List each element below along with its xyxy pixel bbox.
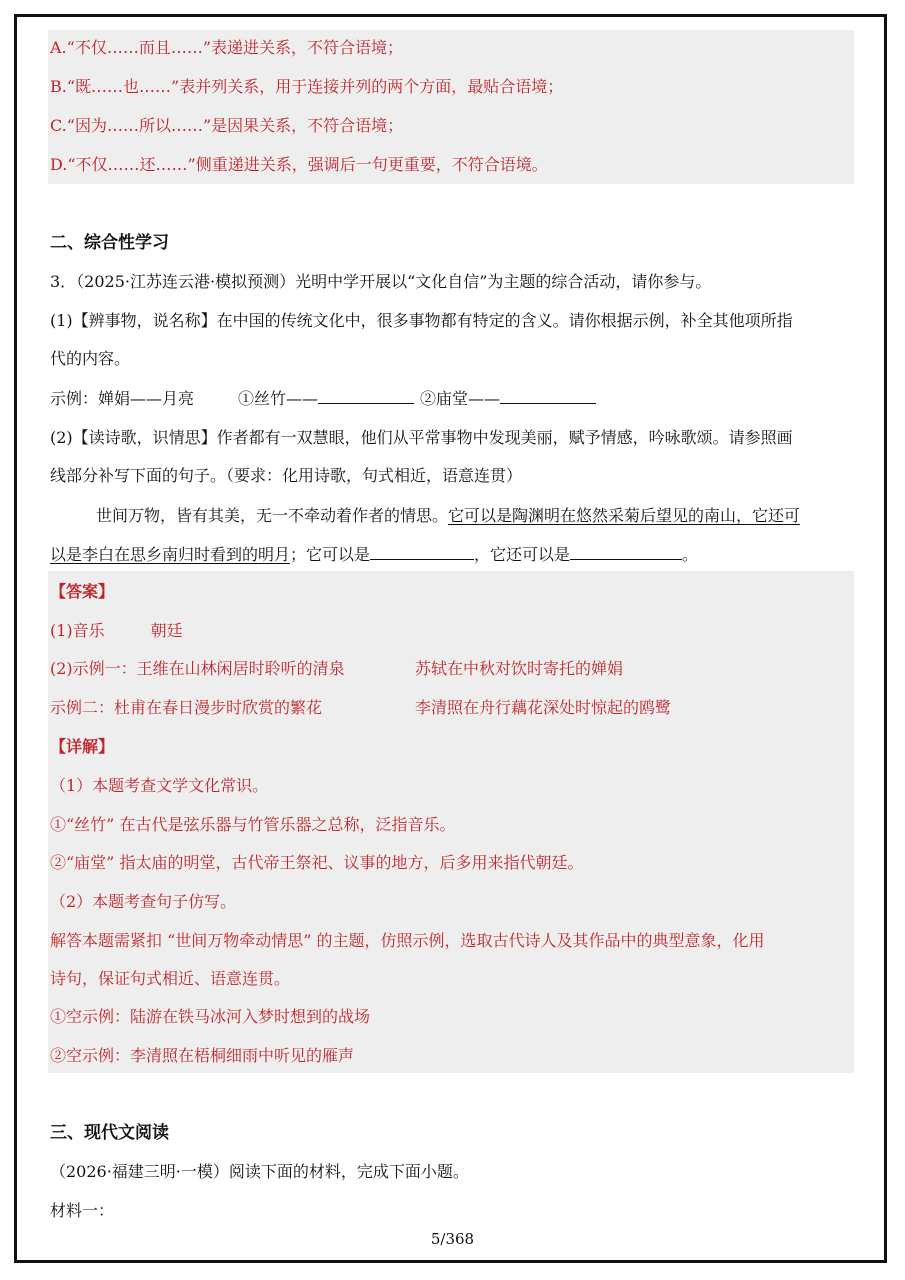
item-1-label: ①丝竹—— (238, 389, 319, 408)
passage-line-2 (50, 543, 698, 566)
explain-line-2: ①“丝竹” 在古代是弦乐器与竹管乐器之总称，泛指音乐。 (50, 815, 456, 834)
explain-line-4: （2）本题考查句子仿写。 (50, 892, 237, 911)
passage-underlined-2: 以是李白在思乡南归时看到的明月 (50, 545, 291, 564)
example-row (50, 387, 596, 410)
explain-heading: 【详解】 (50, 737, 115, 756)
part-1-line-1: (1)【辨事物，说名称】在中国的传统文化中，很多事物都有特定的含义。请你根据示例，补全其他项所指 (50, 311, 793, 330)
question-3-intro: 3．（2025·江苏连云港·模拟预测）光明中学开展以“文化自信”为主题的综合活动，请你参与。 (50, 272, 712, 291)
passage-mid: ，它还可以是 (474, 545, 571, 564)
answer-heading: 【答案】 (50, 582, 115, 601)
answer-3-left: 示例二：杜甫在春日漫步时欣赏的繁花 (50, 698, 323, 717)
section-heading: 二、综合性学习 (50, 233, 169, 253)
part-2-line-2: 线部分补写下面的句子。（要求：化用诗歌，句式相近，语意连贯） (50, 466, 523, 485)
explain-line-6: 诗句，保证句式相近、语意连贯。 (50, 969, 291, 988)
passage-blank-2[interactable] (570, 543, 682, 560)
example-label: 示例：婵娟——月亮 (50, 389, 195, 408)
passage-sep: ；它可以是 (290, 545, 371, 564)
answer-1-value: 朝廷 (150, 621, 183, 640)
answer-1-row (50, 620, 183, 642)
part-1-line-2: 代的内容。 (50, 349, 131, 368)
option-c-line: C.“因为……所以……”是因果关系，不符合语境； (50, 116, 404, 135)
answer-1-label: (1)音乐 (50, 621, 105, 640)
part-2-line-1: (2)【读诗歌，识情思】作者都有一双慧眼，他们从平常事物中发现美丽，赋予情感，吟咏歌颂。请参照画 (50, 428, 793, 447)
explain-line-7: ①空示例：陆游在铁马冰河入梦时想到的战场 (50, 1007, 371, 1026)
section-3-intro: （2026·福建三明·一模）阅读下面的材料，完成下面小题。 (50, 1162, 469, 1181)
passage-plain: 世间万物，皆有其美，无一不牵动着作者的情思。 (96, 506, 449, 525)
passage-underlined-1: 它可以是陶渊明在悠然采菊后望见的南山，它还可 (448, 506, 801, 525)
explain-line-3: ②“庙堂” 指太庙的明堂，古代帝王祭祀、议事的地方，后多用来指代朝廷。 (50, 853, 584, 872)
explain-line-8: ②空示例：李清照在梧桐细雨中听见的雁声 (50, 1046, 355, 1065)
passage-end: 。 (682, 545, 699, 564)
explain-line-5: 解答本题需紧扣 “世间万物牵动情思” 的主题，仿照示例，选取古代诗人及其作品中的典型意象，化用 (50, 931, 765, 950)
option-b-line: B.“既……也……”表并列关系，用于连接并列的两个方面，最贴合语境； (50, 77, 564, 96)
answer-2-right: 苏轼在中秋对饮时寄托的婵娟 (415, 659, 624, 678)
section-3-heading: 三、现代文阅读 (50, 1123, 169, 1143)
passage-line-1 (96, 505, 800, 527)
explain-line-1: （1）本题考查文学文化常识。 (50, 776, 269, 795)
item-2-label: ②庙堂—— (420, 389, 501, 408)
answer-2-left: (2)示例一：王维在山林闲居时聆听的清泉 (50, 659, 345, 678)
page-number: 5/368 (430, 1230, 475, 1248)
passage-blank-1[interactable] (370, 543, 474, 560)
option-d-line: D.“不仅……还……”侧重递进关系，强调后一句更重要，不符合语境。 (50, 155, 548, 174)
option-a-line: A.“不仅……而且……”表递进关系，不符合语境； (50, 38, 404, 57)
item-1-blank[interactable] (318, 387, 414, 404)
material-label: 材料一： (50, 1201, 115, 1220)
answer-3-right: 李清照在舟行藕花深处时惊起的鸥鹭 (415, 698, 672, 717)
item-2-blank[interactable] (500, 387, 596, 404)
